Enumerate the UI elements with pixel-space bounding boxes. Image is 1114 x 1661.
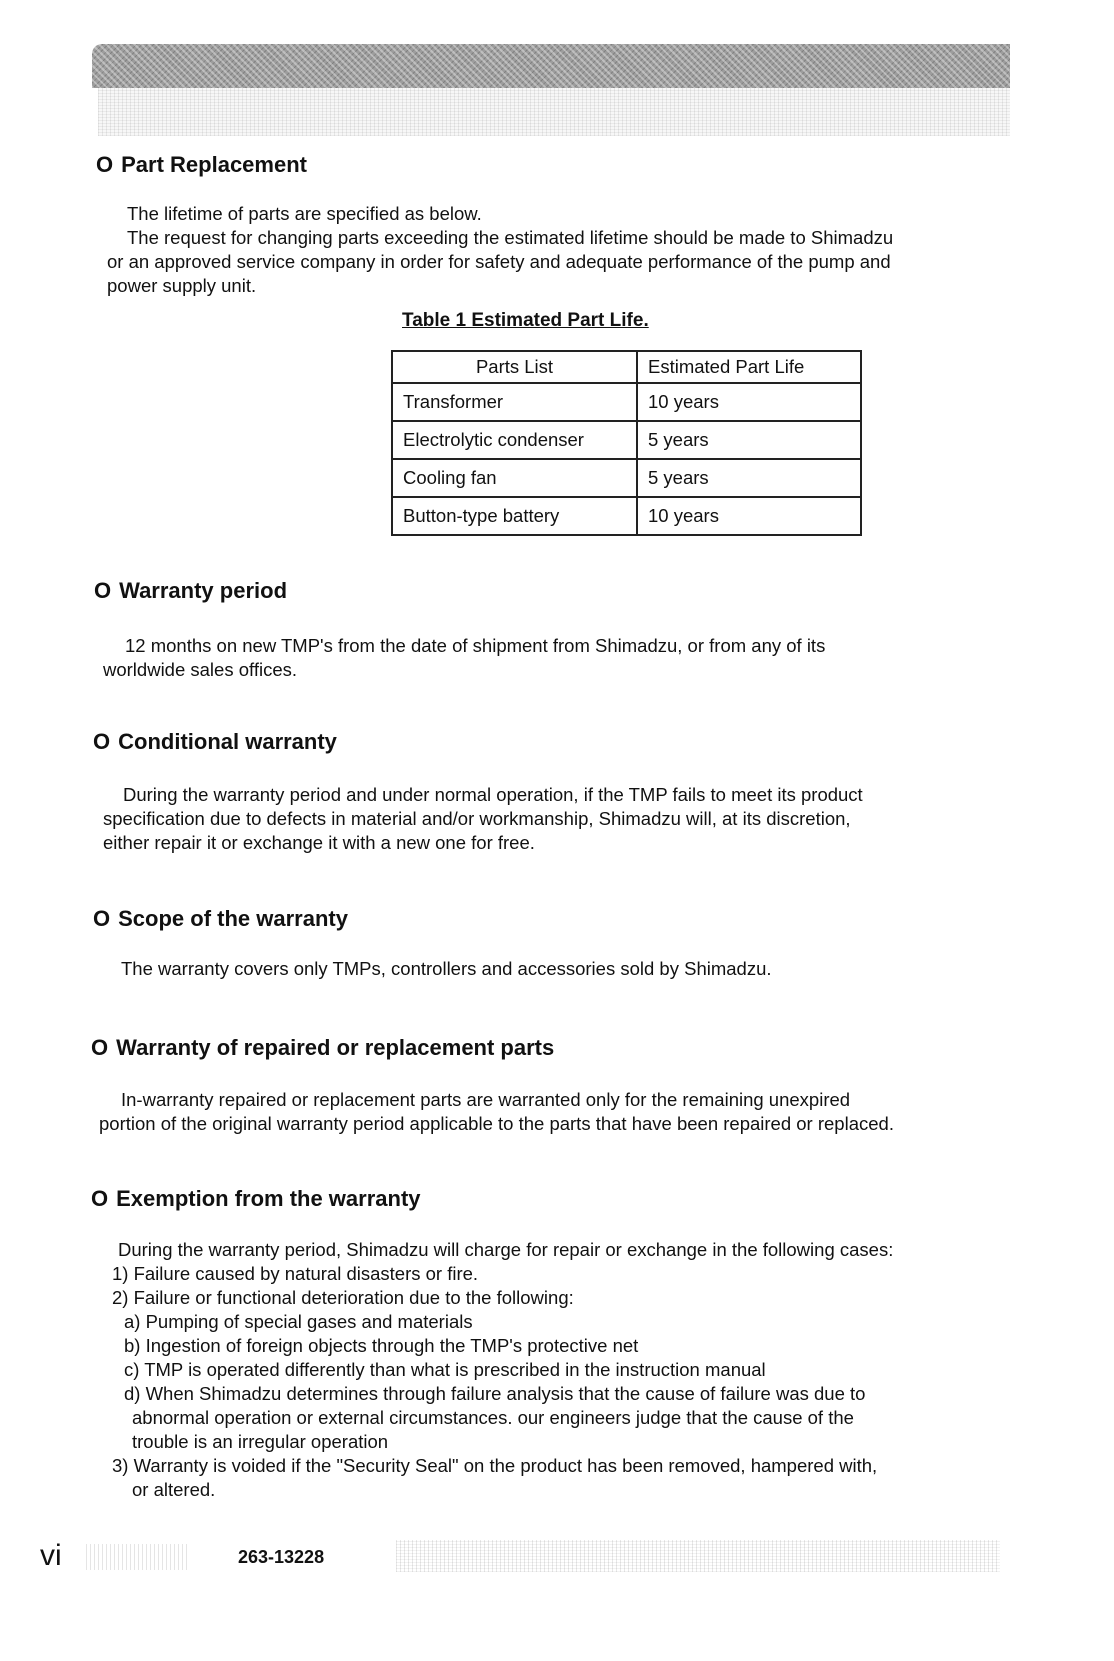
- list-item: b) Ingestion of foreign objects through the TMP's protective net: [124, 1335, 639, 1356]
- section-title-exemption: [91, 1186, 421, 1212]
- table-header-cell: Estimated Part Life: [637, 351, 861, 383]
- list-item: d) When Shimadzu determines through failure analysis that the cause of failure was due to: [124, 1383, 866, 1404]
- conditional-warranty-text: [103, 783, 1013, 855]
- list-item: 3) Warranty is voided if the "Security Seal" on the product has been removed, hampered with,: [112, 1455, 878, 1476]
- warranty-period-text: [103, 634, 1003, 682]
- table-cell: 10 years: [637, 383, 861, 421]
- text-line: The lifetime of parts are specified as below.: [127, 203, 482, 224]
- text-line: During the warranty period and under normal operation, if the TMP fails to meet its product: [123, 784, 863, 805]
- table-header-row: [392, 351, 861, 383]
- list-item-continuation: abnormal operation or external circumstances. our engineers judge that the cause of the: [132, 1407, 854, 1428]
- table-cell: Transformer: [392, 383, 637, 421]
- footer-texture-right: [396, 1540, 1000, 1572]
- circle-bullet-icon: O: [91, 1035, 109, 1060]
- section-title-text: Scope of the warranty: [118, 906, 348, 931]
- part-replacement-text: [107, 202, 1007, 298]
- header-shade: [98, 88, 1010, 136]
- section-title-text: Part Replacement: [121, 152, 307, 177]
- list-item: c) TMP is operated differently than what is prescribed in the instruction manual: [124, 1359, 766, 1380]
- exemption-text: [112, 1238, 1002, 1502]
- section-title-scope: [93, 906, 348, 932]
- text-line: either repair it or exchange it with a new one for free.: [103, 832, 535, 853]
- text-line: specification due to defects in material and/or workmanship, Shimadzu will, at its discretion,: [103, 808, 851, 829]
- header-band: [92, 44, 1010, 88]
- circle-bullet-icon: O: [93, 729, 111, 754]
- table-cell: 5 years: [637, 421, 861, 459]
- footer-texture-left: [86, 1544, 190, 1570]
- text-line: worldwide sales offices.: [103, 659, 297, 680]
- list-item: 1) Failure caused by natural disasters or fire.: [112, 1263, 479, 1284]
- table-cell: Button-type battery: [392, 497, 637, 535]
- table-cell: 10 years: [637, 497, 861, 535]
- table-row: [392, 421, 861, 459]
- text-line: power supply unit.: [107, 275, 257, 296]
- text-line: The request for changing parts exceeding the estimated lifetime should be made to Shimadzu: [127, 227, 894, 248]
- repaired-parts-text: [99, 1088, 1019, 1136]
- section-title-warranty-period: [94, 578, 287, 604]
- text-line: In-warranty repaired or replacement parts are warranted only for the remaining unexpired: [121, 1089, 851, 1110]
- table-header-cell: Parts List: [392, 351, 637, 383]
- page-number: vi: [40, 1539, 62, 1572]
- section-title-text: Warranty period: [119, 578, 288, 603]
- estimated-part-life-table: [391, 350, 862, 536]
- circle-bullet-icon: O: [94, 578, 112, 603]
- table-caption: Table 1 Estimated Part Life.: [402, 310, 649, 331]
- list-item: a) Pumping of special gases and materials: [124, 1311, 473, 1332]
- list-item-continuation: or altered.: [132, 1479, 216, 1500]
- circle-bullet-icon: O: [91, 1186, 109, 1211]
- circle-bullet-icon: O: [93, 906, 111, 931]
- table-cell: Electrolytic condenser: [392, 421, 637, 459]
- section-title-repaired-parts: [91, 1035, 554, 1061]
- table-row: [392, 459, 861, 497]
- text-line: The warranty covers only TMPs, controllers and accessories sold by Shimadzu.: [121, 958, 772, 979]
- scope-text: [121, 957, 1011, 981]
- text-line: 12 months on new TMP's from the date of shipment from Shimadzu, or from any of its: [125, 635, 826, 656]
- table-cell: 5 years: [637, 459, 861, 497]
- section-title-part-replacement: [96, 152, 307, 178]
- table-cell: Cooling fan: [392, 459, 637, 497]
- text-line: portion of the original warranty period applicable to the parts that have been repaired or replaced.: [99, 1113, 894, 1134]
- section-title-conditional-warranty: [93, 729, 337, 755]
- section-title-text: Exemption from the warranty: [116, 1186, 421, 1211]
- list-item-continuation: trouble is an irregular operation: [132, 1431, 389, 1452]
- table-row: [392, 383, 861, 421]
- list-item: 2) Failure or functional deterioration due to the following:: [112, 1287, 574, 1308]
- section-title-text: Conditional warranty: [118, 729, 337, 754]
- text-line: or an approved service company in order for safety and adequate performance of the pump and: [107, 251, 891, 272]
- circle-bullet-icon: O: [96, 152, 114, 177]
- document-number: 263-13228: [238, 1547, 325, 1567]
- table-row: [392, 497, 861, 535]
- text-line: During the warranty period, Shimadzu will charge for repair or exchange in the following cases:: [118, 1239, 894, 1260]
- section-title-text: Warranty of repaired or replacement parts: [116, 1035, 555, 1060]
